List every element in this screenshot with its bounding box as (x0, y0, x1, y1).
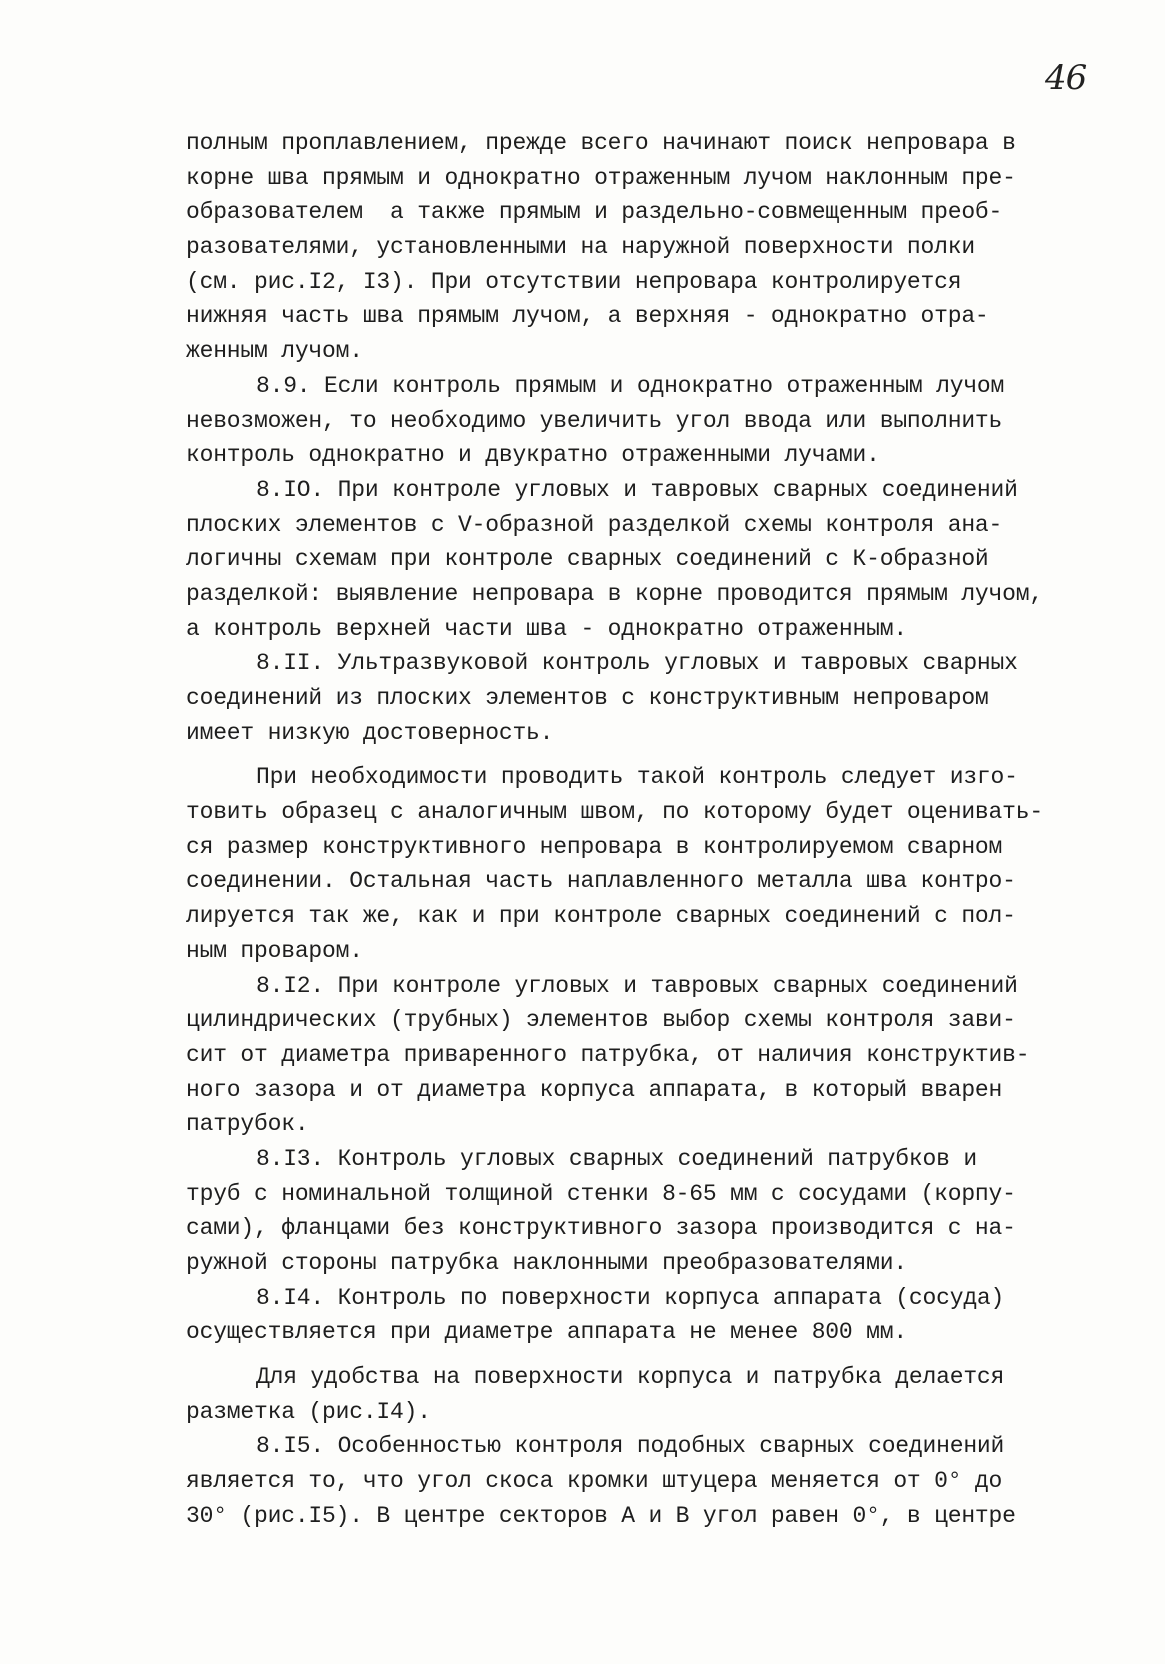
text-line: цилиндрических (трубных) элементов выбор схемы контроля зави- (186, 1007, 1016, 1034)
text-line: При необходимости проводить такой контроль следует изго- (256, 764, 1018, 791)
text-line: труб с номинальной толщиной стенки 8-65 мм с сосудами (корпу- (186, 1180, 1016, 1207)
text-line: 8.IO. При контроле угловых и тавровых сварных соединений (256, 476, 1018, 503)
paragraph-gap (186, 750, 1096, 760)
text-line: осуществляется при диаметре аппарата не менее 800 мм. (186, 1319, 907, 1346)
text-line: соединении. Остальная часть наплавленного металла шва контро- (186, 868, 1016, 895)
text-line: 8.I2. При контроле угловых и тавровых сварных соединений (256, 972, 1018, 999)
text-line: 8.II. Ультразвуковой контроль угловых и тавровых сварных (256, 650, 1018, 677)
text-line: имеет низкую достоверность. (186, 719, 554, 746)
text-line: патрубок. (186, 1111, 309, 1138)
text-line: полным проплавлением, прежде всего начинают поиск непровара в (186, 130, 1016, 156)
text-line: контроль однократно и двукратно отраженными лучами. (186, 442, 880, 469)
text-line: невозможен, то необходимо увеличить угол ввода или выполнить (186, 407, 1003, 434)
text-line: ного зазора и от диаметра корпуса аппарата, в который вварен (186, 1076, 1003, 1103)
text-line: корне шва прямым и однократно отраженным лучом наклонным пре- (186, 164, 1016, 191)
text-line: является то, что угол скоса кромки штуцера меняется от 0° до (186, 1468, 1003, 1495)
text-line: 8.I4. Контроль по поверхности корпуса аппарата (сосуда) (256, 1284, 1005, 1311)
text-line: образователем а также прямым и раздельно-совмещенным преоб- (186, 199, 1003, 226)
text-line: товить образец с аналогичным швом, по которому будет оценивать- (186, 799, 1043, 826)
text-line: 8.I3. Контроль угловых сварных соединений патрубков и (256, 1145, 977, 1172)
text-line: ным проваром. (186, 937, 363, 964)
text-line: разметка (рис.I4). (186, 1398, 431, 1425)
text-line: (см. рис.I2, I3). При отсутствии непровара контролируется (186, 268, 962, 295)
text-line: плоских элементов с V-образной разделкой схемы контроля ана- (186, 511, 1003, 538)
text-line: 8.I5. Особенностью контроля подобных сварных соединений (256, 1433, 1005, 1460)
text-line: ружной стороны патрубка наклонными преобразователями. (186, 1250, 907, 1276)
text-line: логичны схемам при контроле сварных соединений с К-образной (186, 546, 989, 573)
text-line: 8.9. Если контроль прямым и однократно отраженным лучом (256, 372, 1005, 399)
text-line: сит от диаметра приваренного патрубка, от наличия конструктив- (186, 1041, 1030, 1068)
text-line: сами), фланцами без конструктивного зазора производится с на- (186, 1215, 1016, 1242)
text-line: разователями, установленными на наружной поверхности полки (186, 234, 975, 261)
text-line: ся размер конструктивного непровара в контролируемом сварном (186, 833, 1003, 860)
paragraph-gap (186, 1350, 1096, 1360)
page-number: 46 (1045, 58, 1087, 98)
text-line: женным лучом. (186, 338, 363, 365)
text-line: нижняя часть шва прямым лучом, а верхняя - однократно отра- (186, 303, 989, 330)
body-text (186, 126, 1096, 1534)
text-line: а контроль верхней части шва - однократно отраженным. (186, 615, 907, 642)
text-line: соединений из плоских элементов с конструктивным непроваром (186, 685, 989, 711)
text-line: Для удобства на поверхности корпуса и патрубка делается (256, 1364, 1005, 1391)
text-line: разделкой: выявление непровара в корне проводится прямым лучом, (186, 580, 1043, 607)
text-line: лируется так же, как и при контроле сварных соединений с пол- (186, 903, 1016, 930)
text-line: 30° (рис.I5). В центре секторов А и В угол равен 0°, в центре (186, 1502, 1016, 1529)
